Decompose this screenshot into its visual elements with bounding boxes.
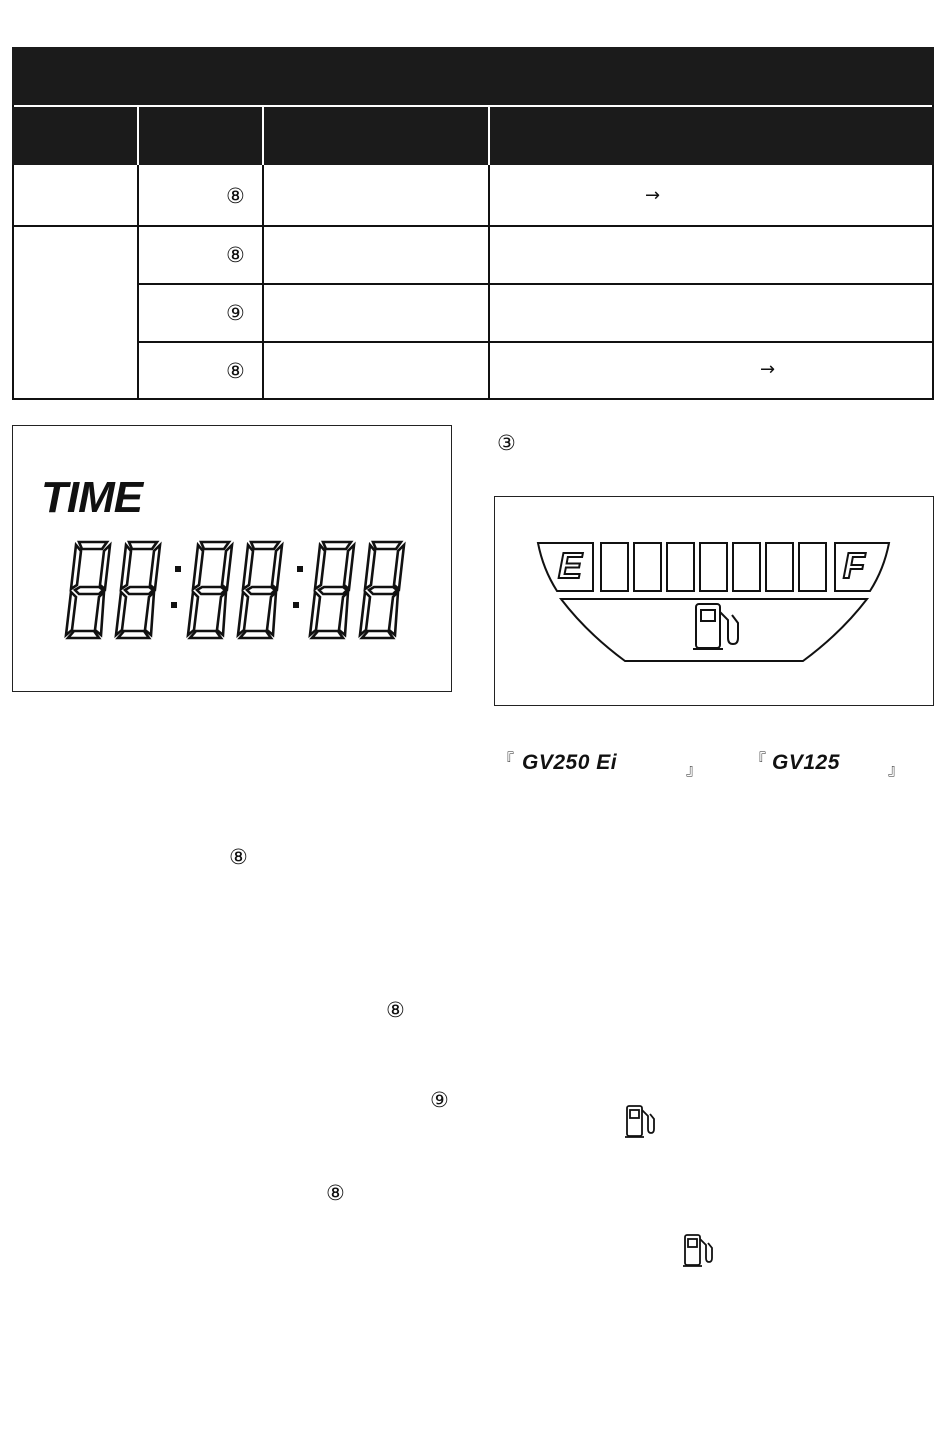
model-open-bracket: 『: [750, 750, 767, 769]
fuel-pump-icon: [624, 1104, 656, 1140]
time-label: TIME: [41, 473, 143, 522]
body-ref-number: ⑧: [229, 845, 248, 869]
model-name-gv250ei: GV250 Ei: [522, 751, 618, 774]
clock-display-figure: [12, 425, 452, 692]
fuel-pump-icon: [682, 1233, 714, 1269]
model-close-bracket: 』: [888, 760, 905, 779]
table-row-ref: ⑧: [226, 359, 245, 383]
body-ref-number: ⑧: [326, 1181, 345, 1205]
body-ref-number: ⑧: [386, 998, 405, 1022]
table-row-arrow: →: [645, 185, 661, 206]
model-close-bracket: 』: [686, 760, 703, 779]
model-open-bracket: 『: [498, 750, 515, 769]
body-ref-number: ⑨: [430, 1088, 449, 1112]
table-title-bar: [12, 47, 934, 105]
table-row-ref: ⑧: [226, 184, 245, 208]
seven-segment-digits: [53, 538, 433, 643]
fuel-gauge-figure: [494, 496, 934, 706]
fuel-full-label: F: [843, 545, 865, 586]
fuel-pump-icon: [693, 604, 738, 649]
fuel-empty-label: E: [558, 545, 583, 586]
fuel-section-ref: ③: [497, 431, 516, 455]
table-row-ref: ⑨: [226, 301, 245, 325]
table-row-arrow: →: [760, 359, 776, 380]
table-header-row: [12, 107, 934, 165]
fuel-gauge: [495, 497, 932, 704]
model-name-gv125: GV125: [772, 751, 840, 774]
table-row-ref: ⑧: [226, 243, 245, 267]
